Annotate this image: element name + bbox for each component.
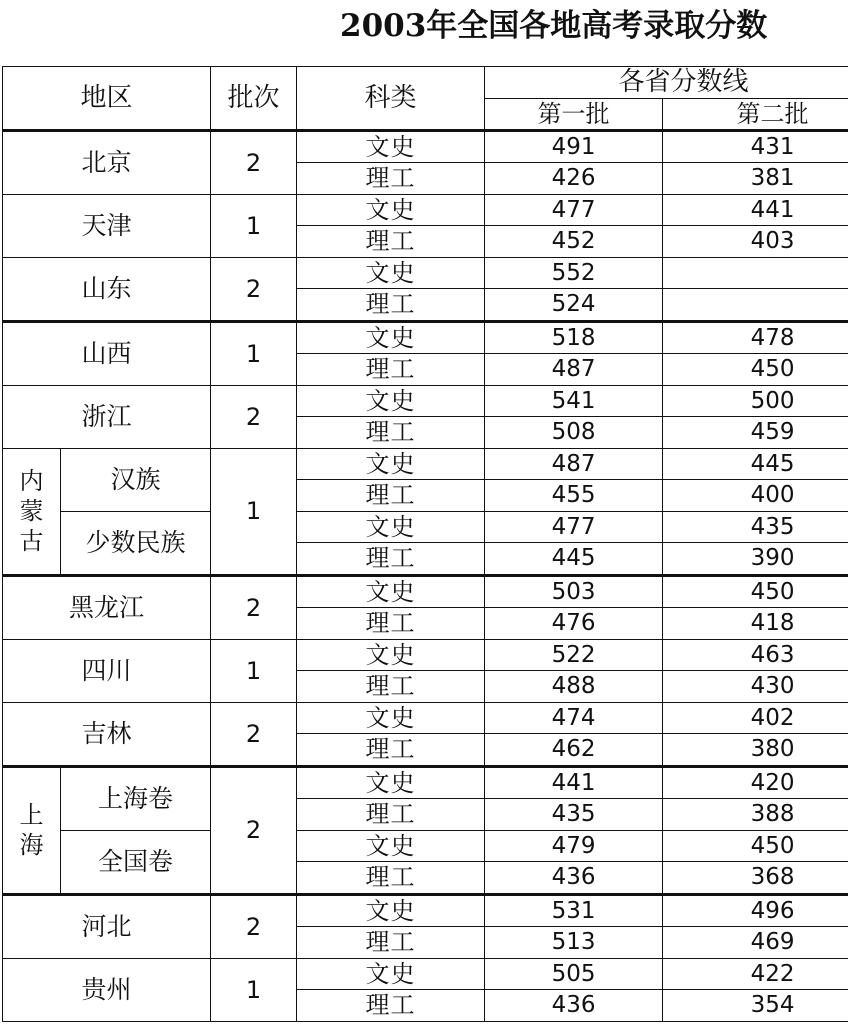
score-cell: 390 [663,543,848,576]
subject-cell: 理工 [297,163,485,195]
batch-count-cell: 2 [211,766,297,894]
region-cell: 北京 [3,130,211,194]
header-region: 地区 [3,67,211,131]
score-cell: 445 [485,543,663,576]
document-title: 2003年全国各地高考录取分数 [340,8,768,44]
score-cell: 478 [663,321,848,354]
header-batch1: 第一批 [485,98,663,130]
table-row [3,511,848,543]
region-group-char: 上 [19,801,44,829]
batch-count-cell: 2 [211,702,297,766]
score-cell: 500 [663,385,848,417]
score-cell: 518 [485,321,663,354]
table-row [3,639,848,671]
score-cell [663,289,848,322]
batch-count-cell: 2 [211,575,297,639]
subject-cell: 文史 [297,321,485,354]
score-cell: 420 [663,766,848,799]
subject-cell: 理工 [297,799,485,831]
score-cell: 381 [663,163,848,195]
batch-count-cell: 2 [211,894,297,958]
subject-cell: 理工 [297,354,485,386]
subject-cell: 文史 [297,130,485,163]
region-cell: 河北 [3,894,211,958]
batch-count-cell: 1 [211,448,297,575]
subject-cell: 文史 [297,385,485,417]
score-cell: 441 [663,194,848,226]
header-batch-count: 批次 [211,67,297,131]
table-row [3,321,848,354]
table-row [3,702,848,734]
score-cell: 450 [663,575,848,608]
subject-cell: 文史 [297,511,485,543]
score-cell: 435 [485,799,663,831]
score-cell: 477 [485,194,663,226]
subject-cell: 文史 [297,894,485,927]
region-cell: 天津 [3,194,211,257]
score-cell: 452 [485,226,663,258]
subregion-cell: 全国卷 [61,830,211,894]
region-cell: 吉林 [3,702,211,766]
batch-count-cell: 1 [211,639,297,702]
score-cell: 380 [663,734,848,767]
subject-cell: 理工 [297,417,485,449]
table-row [3,958,848,990]
score-cell: 455 [485,480,663,512]
score-cell: 418 [663,608,848,640]
subregion-cell: 少数民族 [61,511,211,575]
region-cell: 山西 [3,321,211,385]
score-cell: 441 [485,766,663,799]
score-cell: 477 [485,511,663,543]
subject-cell: 文史 [297,194,485,226]
score-cell: 462 [485,734,663,767]
table-row [3,130,848,163]
region-group-cell [3,448,61,575]
score-cell: 541 [485,385,663,417]
score-cell: 552 [485,257,663,289]
subject-cell: 理工 [297,927,485,959]
score-cell: 463 [663,639,848,671]
batch-count-cell: 2 [211,385,297,448]
score-cell: 488 [485,671,663,703]
subject-cell: 理工 [297,543,485,576]
region-cell: 四川 [3,639,211,702]
batch-count-cell: 2 [211,130,297,194]
score-cell: 524 [485,289,663,322]
score-cell: 400 [663,480,848,512]
table-row [3,257,848,289]
subject-cell: 文史 [297,830,485,862]
score-cell: 459 [663,417,848,449]
score-cell: 402 [663,702,848,734]
header-row [3,67,848,99]
subject-cell: 文史 [297,257,485,289]
table-row [3,766,848,799]
score-cell: 422 [663,958,848,990]
subject-cell: 文史 [297,958,485,990]
region-cell: 黑龙江 [3,575,211,639]
subregion-cell: 上海卷 [61,766,211,830]
subject-cell: 理工 [297,289,485,322]
score-cell: 469 [663,927,848,959]
batch-count-cell: 1 [211,194,297,257]
score-cell: 491 [485,130,663,163]
batch-count-cell: 1 [211,321,297,385]
subject-cell: 理工 [297,480,485,512]
subject-cell: 文史 [297,639,485,671]
score-cell: 503 [485,575,663,608]
region-group-char: 内 [19,467,44,495]
score-cell: 505 [485,958,663,990]
score-cell: 368 [663,862,848,895]
score-cell: 531 [485,894,663,927]
score-cell: 426 [485,163,663,195]
region-cell: 山东 [3,257,211,321]
subject-cell: 理工 [297,990,485,1022]
score-cell: 435 [663,511,848,543]
subject-cell: 文史 [297,702,485,734]
table-row [3,385,848,417]
region-group-cell [3,766,61,894]
table-row [3,830,848,862]
score-cell [663,257,848,289]
score-cell: 445 [663,448,848,480]
table-row [3,575,848,608]
table-row [3,448,848,480]
header-lines-group: 各省分数线 [485,67,848,99]
region-group-char: 海 [19,831,44,859]
score-cell: 436 [485,862,663,895]
subregion-cell: 汉族 [61,448,211,511]
score-cell: 354 [663,990,848,1022]
table-row [3,894,848,927]
score-cell: 450 [663,830,848,862]
score-cell: 450 [663,354,848,386]
admission-score-table [2,66,848,1022]
subject-cell: 理工 [297,226,485,258]
score-cell: 479 [485,830,663,862]
score-cell: 522 [485,639,663,671]
batch-count-cell: 2 [211,257,297,321]
subject-cell: 理工 [297,671,485,703]
score-cell: 508 [485,417,663,449]
score-cell: 487 [485,354,663,386]
score-cell: 496 [663,894,848,927]
subject-cell: 文史 [297,575,485,608]
region-group-char: 蒙 [19,497,44,525]
score-cell: 431 [663,130,848,163]
table-row [3,194,848,226]
score-cell: 388 [663,799,848,831]
region-group-char: 古 [19,527,44,555]
batch-count-cell: 1 [211,958,297,1021]
score-cell: 474 [485,702,663,734]
score-cell: 487 [485,448,663,480]
subject-cell: 文史 [297,448,485,480]
subject-cell: 文史 [297,766,485,799]
subject-cell: 理工 [297,862,485,895]
subject-cell: 理工 [297,734,485,767]
header-subject: 科类 [297,67,485,131]
score-cell: 513 [485,927,663,959]
score-cell: 403 [663,226,848,258]
score-cell: 476 [485,608,663,640]
region-cell: 浙江 [3,385,211,448]
header-batch2: 第二批 [663,98,848,130]
score-cell: 436 [485,990,663,1022]
subject-cell: 理工 [297,608,485,640]
score-cell: 430 [663,671,848,703]
region-cell: 贵州 [3,958,211,1021]
